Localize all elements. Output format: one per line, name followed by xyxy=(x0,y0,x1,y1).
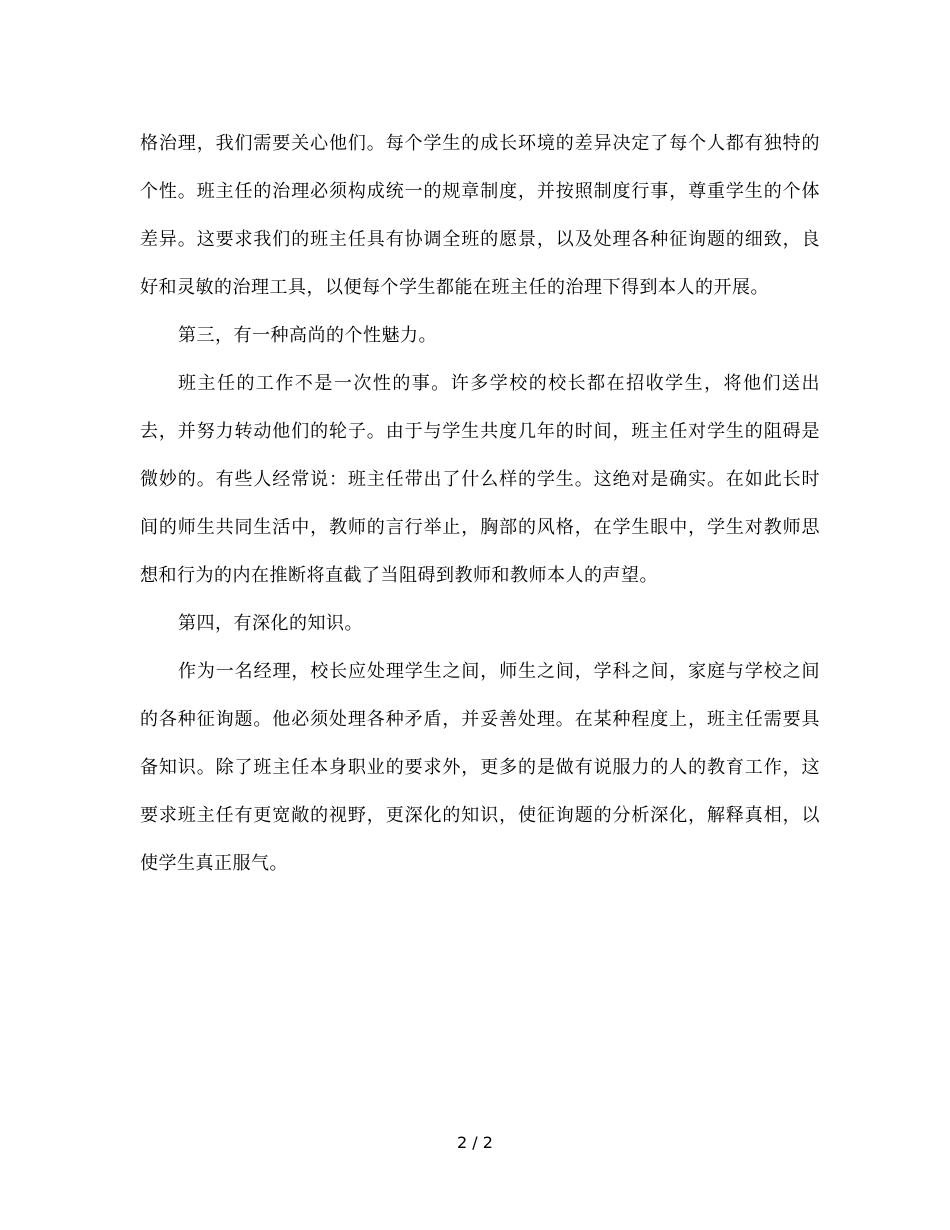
document-body xyxy=(140,120,820,888)
paragraph-heading-third: 第三，有一种高尚的个性魅力。 xyxy=(178,325,437,346)
paragraph-knowledge: 作为一名经理，校长应处理学生之间，师生之间，学科之间，家庭与学校之间的各种征询题。他必须处理各种矛盾，并妥善处理。在某种程度上，班主任需要具备知识。除了班主任本身职业的要求外，更多的是做有说服力的人的教育工作，这要求班主任有更宽敞的视野，更深化的知识，使征询题的分析深化，解释真相，以使学生真正服气。 xyxy=(140,661,820,874)
page-number: 2 / 2 xyxy=(457,1133,493,1152)
paragraph-charisma: 班主任的工作不是一次性的事。许多学校的校长都在招收学生，将他们送出去，并努力转动他们的轮子。由于与学生共度几年的时间，班主任对学生的阻碍是微妙的。有些人经常说：班主任带出了什么样的学生。这绝对是确实。在如此长时间的师生共同生活中，教师的言行举止，胸部的风格，在学生眼中，学生对教师思想和行为的内在推断将直截了当阻碍到教师和教师本人的声望。 xyxy=(140,373,820,586)
paragraph-heading-fourth: 第四，有深化的知识。 xyxy=(178,613,363,634)
paragraph-continued: 格治理，我们需要关心他们。每个学生的成长环境的差异决定了每个人都有独特的个性。班主任的治理必须构成统一的规章制度，并按照制度行事，尊重学生的个体差异。这要求我们的班主任具有协调全班的愿景，以及处理各种征询题的细致，良好和灵敏的治理工具，以便每个学生都能在班主任的治理下得到本人的开展。 xyxy=(140,133,820,298)
